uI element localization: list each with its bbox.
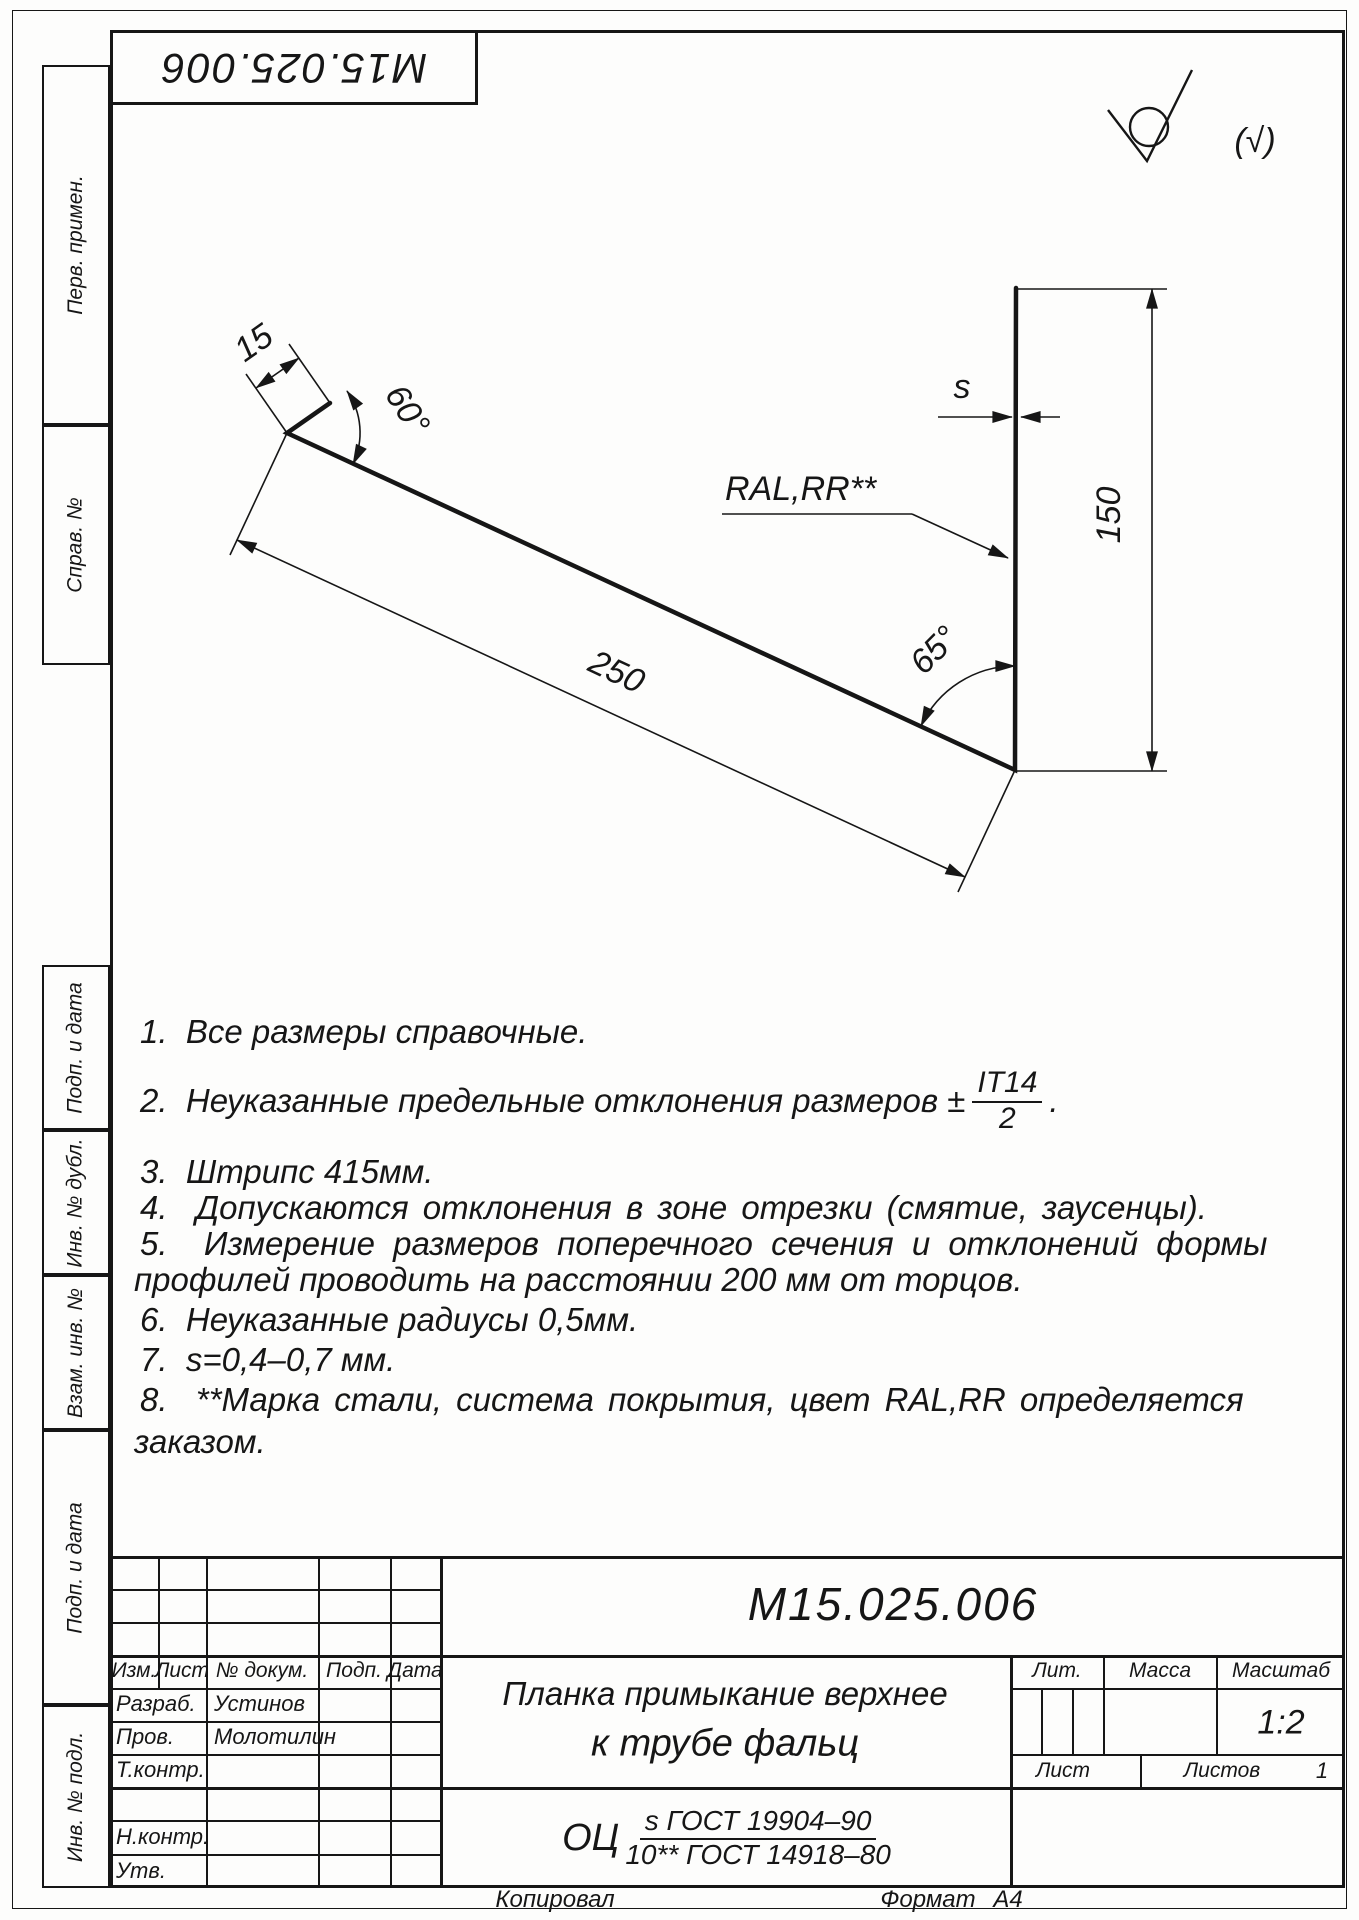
surface-finish-symbol-icon <box>1108 70 1192 161</box>
titleblock-line <box>1216 1655 1218 1754</box>
titleblock-line <box>1010 1754 1345 1756</box>
note-7: 7. s=0,4–0,7 мм. <box>140 1341 396 1378</box>
rev-header-list: Лист <box>154 1659 210 1682</box>
copied-label: Копировал <box>495 1886 615 1913</box>
material-denominator: 10** ГОСТ 14918–80 <box>625 1838 891 1870</box>
surface-finish-note: (√) <box>1234 122 1276 160</box>
tolerance-fraction <box>972 1067 1042 1135</box>
rev-header-izm: Изм. <box>111 1659 157 1682</box>
scale-value: 1:2 <box>1257 1703 1305 1742</box>
margin-label: Взам. инв. № <box>64 1287 88 1418</box>
material-prefix: ОЦ <box>562 1816 620 1859</box>
staff-ncontrol-label: Н.контр. <box>116 1824 210 1849</box>
note-3: 3. Штрипс 415мм. <box>140 1153 434 1190</box>
note-8-line1: 8. **Марка стали, система покрытия, цвет RAL,RR определяется <box>140 1381 1244 1418</box>
margin-label: Справ. № <box>64 497 87 593</box>
titleblock-line <box>110 1655 1345 1658</box>
note-2 <box>140 1062 1059 1140</box>
margin-label: Перв. примен. <box>64 175 87 315</box>
part-title-line2: к трубе фальц <box>590 1722 860 1765</box>
sheets-value: 1 <box>1315 1758 1329 1783</box>
margin-label: Подп. и дата <box>64 1501 87 1634</box>
titleblock-line <box>390 1556 392 1888</box>
rev-header-date: Дата <box>387 1659 443 1682</box>
dim-thickness: s <box>953 368 971 406</box>
dim-height: 150 <box>1090 486 1128 544</box>
note-5-line1: 5. Измерение размеров поперечного сечения и отклонений формы <box>140 1225 1268 1262</box>
format-value: А4 <box>993 1886 1023 1913</box>
mass-label: Масса <box>1128 1659 1192 1682</box>
sheets-label: Листов <box>1183 1759 1261 1782</box>
material-spec <box>443 1790 1010 1886</box>
note-5-line2: профилей проводить на расстоянии 200 мм от торцов. <box>134 1261 1023 1298</box>
scale-label: Масштаб <box>1231 1659 1331 1682</box>
dim-bottom-angle: 65° <box>902 618 966 682</box>
titleblock-line <box>1041 1688 1043 1754</box>
titleblock-line <box>1072 1688 1074 1754</box>
note-1: 1. Все размеры справочные. <box>140 1013 588 1050</box>
staff-checked-label: Пров. <box>116 1724 175 1749</box>
staff-checked-name: Молотилин <box>214 1724 337 1749</box>
format-label: Формат <box>880 1886 976 1913</box>
sheet-label: Лист <box>1035 1759 1091 1782</box>
note-8-line2: заказом. <box>134 1423 266 1460</box>
titleblock-designation: М15.025.006 <box>747 1578 1039 1630</box>
material-fraction <box>625 1806 891 1869</box>
note-4: 4. Допускаются отклонения в зоне отрезки (смятие, заусенцы). <box>140 1189 1207 1226</box>
note-2-suffix: . <box>1049 1082 1059 1119</box>
margin-label: Инв. № дубл. <box>64 1137 87 1268</box>
dimension-linework <box>230 289 1167 892</box>
dim-flange-width: 15 <box>227 316 281 370</box>
note-6: 6. Неуказанные радиусы 0,5мм. <box>140 1301 639 1338</box>
dim-top-angle: 60° <box>377 378 438 442</box>
rev-header-doc: № докум. <box>215 1659 309 1682</box>
titleblock-line <box>110 1556 1345 1559</box>
titleblock-line <box>1103 1655 1105 1754</box>
part-title-line1: Планка примыкание верхнее <box>502 1675 948 1712</box>
titleblock-line <box>1010 1688 1345 1690</box>
rev-header-sign: Подп. <box>326 1659 382 1682</box>
lit-label: Лит. <box>1032 1659 1082 1682</box>
top-designation-text: М15.025.006 <box>160 44 428 92</box>
staff-developed-label: Разраб. <box>116 1691 196 1716</box>
fraction-numerator: IT14 <box>972 1067 1042 1102</box>
material-numerator: s ГОСТ 19904–90 <box>640 1806 877 1839</box>
titleblock-line <box>1140 1754 1142 1788</box>
margin-label: Подп. и дата <box>64 981 87 1114</box>
staff-approved-label: Утв. <box>116 1858 166 1883</box>
staff-developed-name: Устинов <box>214 1691 305 1716</box>
fraction-denominator: 2 <box>999 1101 1016 1135</box>
dim-length: 250 <box>582 642 651 702</box>
titleblock-line <box>1010 1655 1013 1888</box>
margin-label: Инв. № подл. <box>64 1731 87 1862</box>
titleblock-line <box>318 1556 320 1888</box>
profile-outline <box>287 288 1016 770</box>
staff-tcontrol-label: Т.контр. <box>116 1757 205 1782</box>
coating-callout: RAL,RR** <box>725 470 877 508</box>
note-2-text: 2. Неуказанные предельные отклонения размеров ± <box>140 1082 966 1119</box>
